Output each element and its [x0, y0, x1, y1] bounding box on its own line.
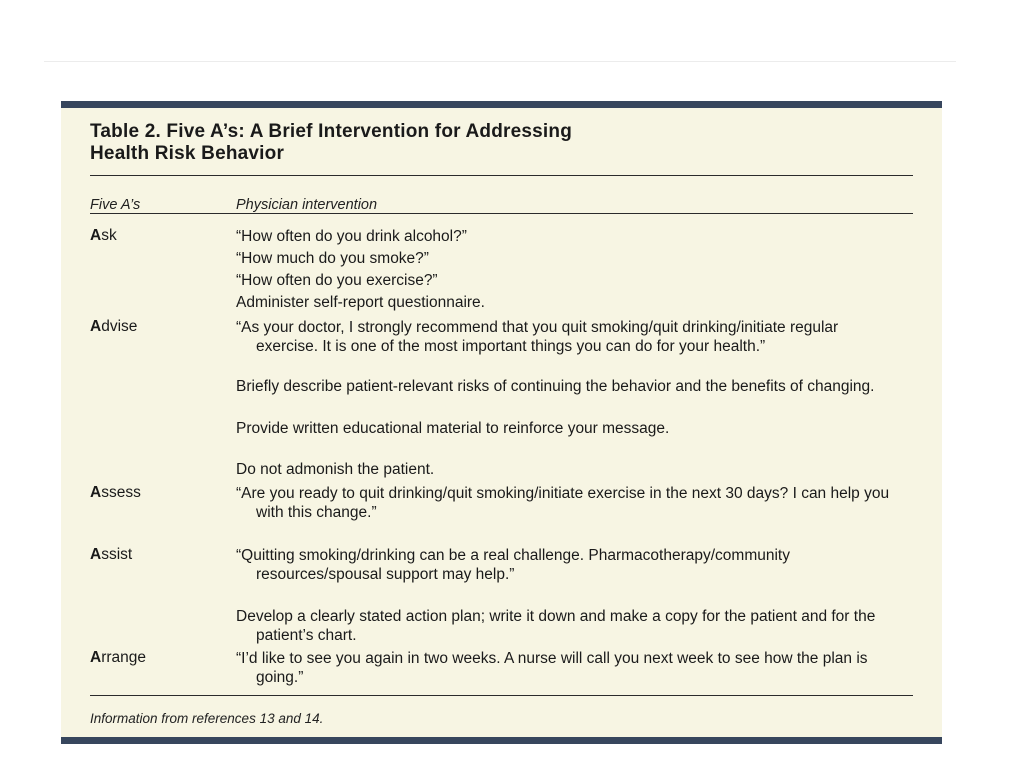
ask-entry: “How often do you drink alcohol?”	[236, 228, 467, 245]
ask-entry: Administer self-report questionnaire.	[236, 294, 485, 311]
ask-entry: “How often do you exercise?”	[236, 272, 438, 289]
header-top-rule	[90, 175, 913, 176]
column-header-physician-intervention: Physician intervention	[236, 197, 378, 213]
table-bottom-rule	[90, 695, 913, 696]
step-label-ask: Ask	[90, 227, 117, 244]
assist-entry: “Quitting smoking/drinking can be a real challenge. Pharmacotherapy/community resources/spousal support may help.”	[236, 547, 790, 583]
assess-entry: “Are you ready to quit drinking/quit smoking/initiate exercise in the next 30 days? I can help you with this change.”	[236, 485, 890, 521]
step-label-assist: Assist	[90, 546, 133, 563]
table-title-line-2: Health Risk Behavior	[90, 143, 285, 164]
step-label-assess: Assess	[90, 484, 141, 501]
table-footnote: Information from references 13 and 14.	[90, 711, 324, 726]
table-title	[90, 121, 850, 165]
arrange-entry: “I’d like to see you again in two weeks. A nurse will call you next week to see how the plan is going.”	[236, 650, 868, 686]
header-bottom-rule	[90, 213, 913, 214]
table-content	[90, 108, 913, 737]
table-panel	[61, 101, 942, 744]
table-title-line-1: Table 2. Five A’s: A Brief Intervention for Addressing	[90, 121, 573, 142]
advise-entry: Briefly describe patient-relevant risks of continuing the behavior and the benefits of changing.	[236, 378, 875, 395]
assist-entry: Develop a clearly stated action plan; write it down and make a copy for the patient and for the patient’s chart.	[236, 608, 876, 644]
step-label-arrange: Arrange	[90, 649, 147, 666]
column-header-five-as: Five A’s	[90, 197, 141, 213]
slide-top-divider	[44, 61, 956, 62]
advise-entry: Do not admonish the patient.	[236, 461, 435, 478]
advise-entry: “As your doctor, I strongly recommend that you quit smoking/quit drinking/initiate regular exercise. It is one of the most important things you can do for your health.”	[236, 319, 839, 355]
ask-entry: “How much do you smoke?”	[236, 250, 429, 267]
advise-entry: Provide written educational material to reinforce your message.	[236, 420, 670, 437]
step-label-advise: Advise	[90, 318, 138, 335]
